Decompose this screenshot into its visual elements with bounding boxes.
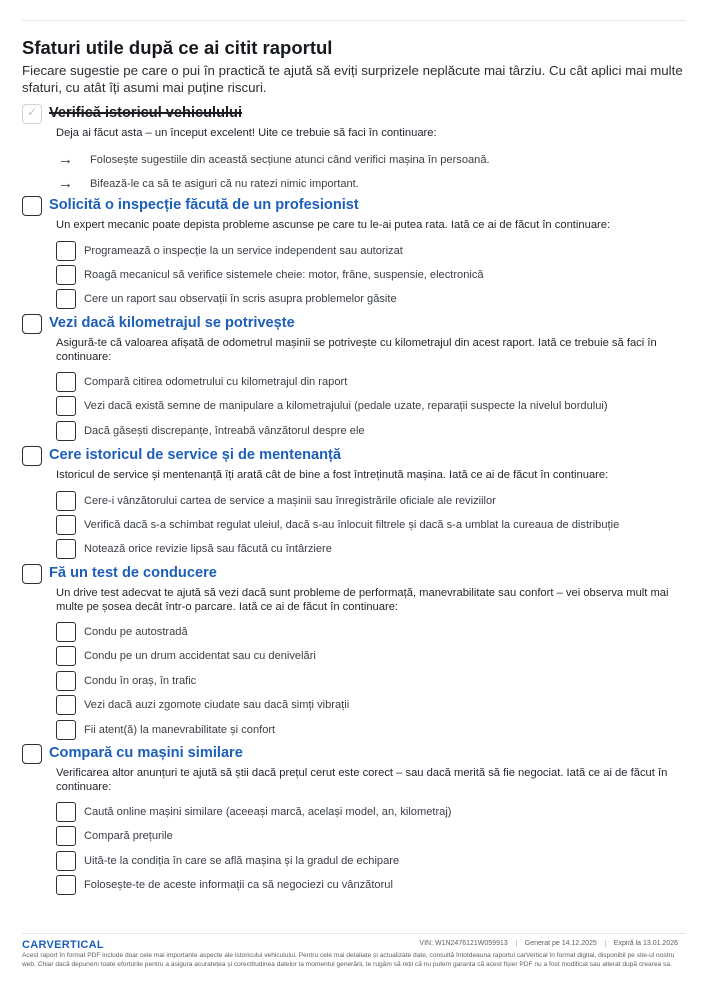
list-item: Roagă mecanicul să verifice sistemele cheie: motor, frâne, suspensie, electronică: [56, 265, 688, 289]
section-description: Deja ai făcut asta – un început excelent! Uite ce trebuie să faci în continuare:: [56, 127, 437, 139]
list-item: Cere-i vânzătorului cartea de service a mașinii sau înregistrările oficiale ale reviziilor: [56, 491, 688, 515]
task-checkbox[interactable]: [56, 539, 76, 559]
section-professional-inspection: [22, 196, 688, 314]
list-item: Cere un raport sau observații în scris asupra problemelor găsite: [56, 289, 688, 313]
task-checkbox[interactable]: [56, 695, 76, 715]
list-item: Folosește-te de aceste informații ca să negociezi cu vânzătorul: [56, 875, 688, 899]
list-item: Fii atent(ă) la manevrabilitate și confort: [56, 720, 688, 744]
section-description: Verificarea altor anunțuri te ajută să știi dacă prețul cerut este corect – sau dacă merită să fie negociat. Iată ce ai de făcut în continuare:: [56, 767, 668, 793]
report-meta: [411, 940, 686, 947]
task-checkbox[interactable]: [56, 646, 76, 666]
section-title: Compară cu mașini similare: [49, 745, 243, 761]
section-title: Vezi dacă kilometrajul se potrivește: [49, 315, 295, 331]
list-item: Vezi dacă există semne de manipulare a kilometrajului (pedale uzate, reparații suspecte la nivelul bordului): [56, 396, 688, 420]
task-checkbox[interactable]: [56, 421, 76, 441]
top-divider: [22, 20, 686, 21]
list-item: Condu pe un drum accidentat sau cu denivelări: [56, 646, 688, 670]
section-title: Solicită o inspecție făcută de un profesionist: [49, 197, 359, 213]
arrow-right-icon: →: [58, 174, 73, 192]
task-checkbox[interactable]: [56, 515, 76, 535]
section-vehicle-history: [22, 104, 688, 199]
section-checkbox-compare-similar[interactable]: [22, 744, 42, 764]
list-item: Verifică dacă s-a schimbat regulat uleiul, dacă s-au înlocuit filtrele și dacă s-a umblat la cureaua de distribuție: [56, 515, 688, 539]
section-checkbox-professional-inspection[interactable]: [22, 196, 42, 216]
section-description: Un expert mecanic poate depista probleme ascunse pe care tu le-ai putea rata. Iată ce ai de făcut în continuare:: [56, 219, 611, 231]
section-title: Verifică istoricul vehiculului: [49, 105, 243, 121]
section-checkbox-service-history[interactable]: [22, 446, 42, 466]
task-checkbox[interactable]: [56, 720, 76, 740]
generated-date: Generat pe 14.12.2025: [516, 940, 605, 947]
list-item: Condu pe autostradă: [56, 622, 688, 646]
task-checkbox[interactable]: [56, 265, 76, 285]
list-item: Uită-te la condiția în care se află mașina și la gradul de echipare: [56, 851, 688, 875]
list-item: Caută online mașini similare (aceeași marcă, același model, an, kilometraj): [56, 802, 688, 826]
section-service-history: [22, 446, 688, 564]
section-checkbox-vehicle-history[interactable]: [22, 104, 42, 124]
task-checkbox[interactable]: [56, 875, 76, 895]
section-description: Un drive test adecvat te ajută să vezi dacă sunt probleme de performață, manevrabilitate sau confort – vei observa mult mai multe pe șosea decât într-o parcare. Iată ce ai de făcut în continuare:: [56, 587, 669, 613]
task-checkbox[interactable]: [56, 396, 76, 416]
task-checkbox[interactable]: [56, 241, 76, 261]
page-intro: Fiecare sugestie pe care o pui în practică te ajută să eviți surprizele neplăcute mai târziu. Cu cât aplici mai multe sfaturi, cu atât îți asumi mai puține riscuri.: [22, 63, 683, 95]
footer-divider: [22, 933, 686, 934]
section-compare-similar: [22, 744, 688, 900]
section-checkbox-test-drive[interactable]: [22, 564, 42, 584]
list-item: Notează orice revizie lipsă sau făcută cu întârziere: [56, 539, 688, 563]
task-checkbox[interactable]: [56, 851, 76, 871]
section-test-drive: [22, 564, 688, 744]
task-checkbox[interactable]: [56, 491, 76, 511]
task-checkbox[interactable]: [56, 289, 76, 309]
vin-text: VIN: W1N2476121W059913: [419, 940, 508, 947]
list-item: Condu în oraș, în trafic: [56, 671, 688, 695]
section-title: Fă un test de conducere: [49, 565, 217, 581]
task-checkbox[interactable]: [56, 826, 76, 846]
section-title: Cere istoricul de service și de mentenanță: [49, 447, 341, 463]
task-checkbox[interactable]: [56, 802, 76, 822]
disclaimer-text: Acest raport în format PDF include doar cele mai importante aspecte ale istoricului vehiculului. Pentru cele mai detaliate și actualizate date, consultă întotdeauna raportul carVertical în format digital, disponibil pe site-ul nostru web. Chiar dacă depunem toate eforturile pentru a asigura acuratețea și corectitudinea datelor la momentul generării, te rugăm să reții că nu putem garanta că acest fișier PDF nu a fost modificat sau alterat după crearea sa.: [22, 952, 675, 968]
section-description: Asigură-te că valoarea afișată de odometrul mașinii se potrivește cu kilometrajul din acest raport. Iată ce trebuie să faci în continuare:: [56, 337, 657, 363]
list-item: Compară prețurile: [56, 826, 688, 850]
list-item: → Bifează-le ca să te asiguri că nu ratezi nimic important.: [58, 174, 359, 192]
section-odometer-check: [22, 314, 688, 445]
page-footer: [22, 933, 686, 995]
task-checkbox[interactable]: [56, 622, 76, 642]
task-checkbox[interactable]: [56, 372, 76, 392]
list-item: Dacă găsești discrepanțe, întreabă vânzătorul despre ele: [56, 421, 688, 445]
page-title: Sfaturi utile după ce ai citit raportul: [22, 37, 333, 58]
brand-logo: CARVERTICAL: [22, 939, 104, 951]
task-checkbox[interactable]: [56, 671, 76, 691]
expiry-date: Expiră la 13.01.2026: [605, 940, 686, 947]
list-item: Vezi dacă auzi zgomote ciudate sau dacă simți vibrații: [56, 695, 688, 719]
checkmark-icon: ✓: [27, 105, 38, 119]
list-item: → Folosește sugestiile din această secțiune atunci când verifici mașina în persoană.: [58, 150, 490, 168]
list-item: Compară citirea odometrului cu kilometrajul din raport: [56, 372, 688, 396]
section-checkbox-odometer-check[interactable]: [22, 314, 42, 334]
arrow-right-icon: →: [58, 150, 73, 168]
section-description: Istoricul de service și mentenanță îți arată cât de bine a fost întreținută mașina. Iată ce ai de făcut în continuare:: [56, 469, 609, 481]
list-item: Programează o inspecție la un service independent sau autorizat: [56, 241, 688, 265]
